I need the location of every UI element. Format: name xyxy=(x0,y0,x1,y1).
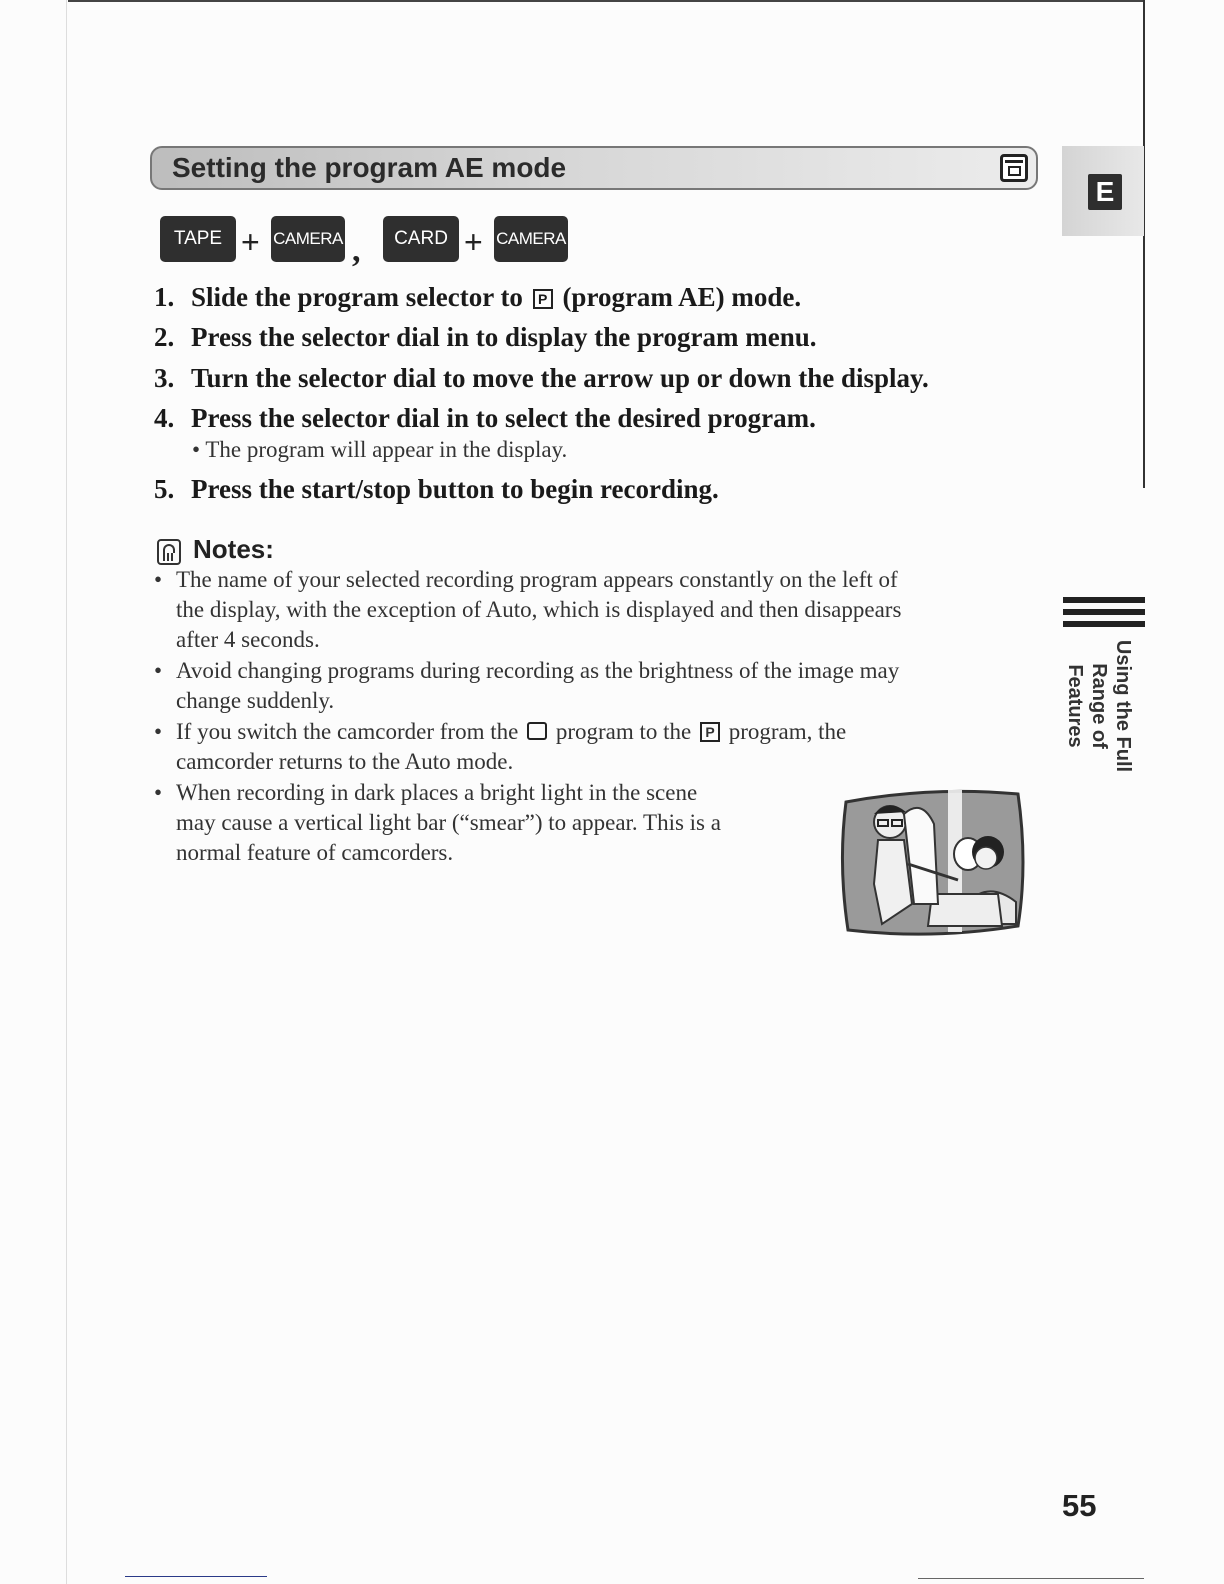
separator-comma: , xyxy=(352,232,361,269)
camera-key: CAMERA xyxy=(494,216,568,262)
step-text: Turn the selector dial to move the arrow up or down the display. xyxy=(191,363,929,393)
bottom-left-rule xyxy=(125,1576,267,1577)
step-number: 5. xyxy=(154,474,175,504)
step-4 xyxy=(154,403,816,434)
auto-mode-icon xyxy=(527,722,547,740)
plus-sign: + xyxy=(241,224,260,260)
notes-icon xyxy=(157,539,181,565)
note-line: may cause a vertical light bar (“smear”) to appear. This is a xyxy=(176,810,721,835)
note-line: after 4 seconds. xyxy=(176,627,320,652)
side-tab-label xyxy=(1063,621,1135,791)
note-line: normal feature of camcorders. xyxy=(176,840,454,865)
step-4-bullet: • The program will appear in the display. xyxy=(192,437,568,462)
note-bullet: • xyxy=(154,567,163,592)
step-text: Slide the program selector to xyxy=(191,282,523,312)
left-margin-rule xyxy=(66,0,67,1584)
note-line xyxy=(176,719,846,745)
language-letter: E xyxy=(1088,174,1122,210)
bottom-right-rule xyxy=(918,1578,1144,1579)
step-number: 2. xyxy=(154,322,175,352)
step-text: Press the start/stop button to begin recording. xyxy=(191,474,719,504)
top-rule xyxy=(68,0,1144,2)
note-line: The name of your selected recording program appears constantly on the left of xyxy=(176,567,898,592)
step-2 xyxy=(154,322,816,353)
card-key: CARD xyxy=(383,216,459,262)
note-line: camcorder returns to the Auto mode. xyxy=(176,749,514,774)
step-text: Press the selector dial in to display the program menu. xyxy=(191,322,817,352)
note-line: change suddenly. xyxy=(176,688,335,713)
note-bullet: • xyxy=(154,719,163,744)
notes-title: Notes: xyxy=(193,534,274,564)
program-p-icon: P xyxy=(700,722,720,742)
step-1 xyxy=(154,282,801,313)
note-line: Avoid changing programs during recording as the brightness of the image may xyxy=(176,658,900,683)
page-number: 55 xyxy=(1062,1488,1097,1523)
note-text: If you switch the camcorder from the xyxy=(176,719,519,744)
tape-key: TAPE xyxy=(160,216,236,262)
step-number: 4. xyxy=(154,403,175,433)
side-tab-line: Using the Full xyxy=(1112,639,1134,773)
step-number: 1. xyxy=(154,282,175,312)
section-title: Setting the program AE mode xyxy=(172,152,567,183)
side-tab-line: Range of Features xyxy=(1064,663,1110,749)
step-text: Press the selector dial in to select the desired program. xyxy=(191,403,816,433)
step-3 xyxy=(154,363,929,394)
note-line: the display, with the exception of Auto, which is displayed and then disappears xyxy=(176,597,902,622)
camera-key: CAMERA xyxy=(271,216,345,262)
note-bullet: • xyxy=(154,780,163,805)
step-number: 3. xyxy=(154,363,175,393)
program-ae-icon xyxy=(1000,154,1028,182)
note-line: When recording in dark places a bright light in the scene xyxy=(176,780,698,805)
side-tab-bar xyxy=(1063,597,1145,603)
note-text: program, the xyxy=(728,719,847,744)
program-p-icon: P xyxy=(533,289,553,309)
right-rule xyxy=(1143,0,1145,488)
section-header xyxy=(150,146,1038,190)
note-text: program to the xyxy=(555,719,692,744)
side-tab-bar xyxy=(1063,609,1145,615)
step-5 xyxy=(154,474,719,505)
smear-illustration xyxy=(838,784,1026,938)
plus-sign: + xyxy=(464,224,483,260)
step-text: (program AE) mode. xyxy=(562,282,802,312)
note-bullet: • xyxy=(154,658,163,683)
